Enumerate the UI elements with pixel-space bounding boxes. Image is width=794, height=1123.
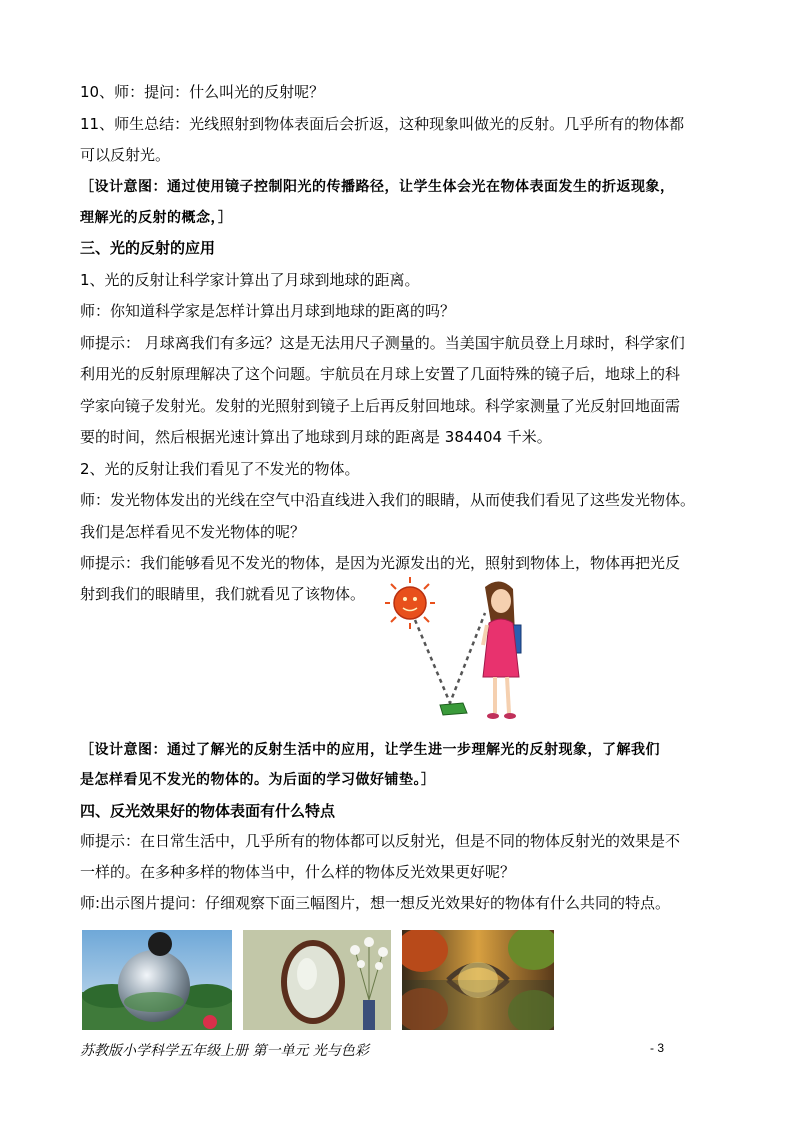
bridge-reflection-photo [402,930,554,1030]
text-line: 师：发光物体发出的光线在空气中沿直线进入我们的眼睛，从而使我们看见了这些发光物体。 [80,491,696,509]
section-heading: 四、反光效果好的物体表面有什么特点 [80,802,336,820]
section-heading: 三、光的反射的应用 [80,239,216,257]
text-line: 要的时间，然后根据光速计算出了地球到月球的距离是 384404 千米。 [80,428,552,446]
page-number: - 3 [650,1041,665,1055]
text-line: 1、光的反射让科学家计算出了月球到地球的距离。 [80,271,420,289]
text-line: 可以反射光。 [80,146,171,164]
text-line: 师:出示图片提问：仔细观察下面三幅图片，想一想反光效果好的物体有什么共同的特点。 [80,894,671,912]
text-line: 师：你知道科学家是怎样计算出月球到地球的距离的吗？ [80,302,456,320]
design-intent-note: ［设计意图：通过使用镜子控制阳光的传播路径，让学生体会光在物体表面发生的折返现象， [80,179,675,195]
design-intent-note: 理解光的反射的概念，］ [80,210,233,226]
text-line: 射到我们的眼睛里，我们就看见了该物体。 [80,585,366,603]
reflection-illustration [385,575,535,725]
text-line: 一样的。在多种多样的物体当中，什么样的物体反光效果更好呢？ [80,863,516,881]
book-icon [440,703,467,715]
page-footer: 苏教版小学科学五年级上册 第一单元 光与色彩 [80,1043,369,1059]
text-line: 师提示： 月球离我们有多远？这是无法用尺子测量的。当美国宇航员登上月球时，科学家们 [80,334,685,352]
light-path [415,613,485,703]
text-line: 2、光的反射让我们看见了不发光的物体。 [80,460,360,478]
girl-figure [483,581,521,719]
text-line: 10、师：提问：什么叫光的反射呢？ [80,83,325,101]
sun-icon [385,577,435,629]
design-intent-note: ［设计意图：通过了解光的反射生活中的应用，让学生进一步理解光的反射现象，了解我们 [80,742,660,758]
text-line: 我们是怎样看见不发光物体的呢？ [80,523,306,541]
text-line: 师提示：在日常生活中，几乎所有的物体都可以反射光，但是不同的物体反射光的效果是不 [80,832,681,850]
sphere-sculpture-photo [82,930,232,1030]
text-line: 学家向镜子发射光。发射的光照射到镜子上后再反射回地球。科学家测量了光反射回地面需 [80,397,681,415]
text-line: 利用光的反射原理解决了这个问题。宇航员在月球上安置了几面特殊的镜子后，地球上的科 [80,365,681,383]
round-mirror-photo [243,930,391,1030]
text-line: 11、师生总结：光线照射到物体表面后会折返，这种现象叫做光的反射。几乎所有的物体都 [80,115,685,133]
text-line: 师提示：我们能够看见不发光的物体，是因为光源发出的光，照射到物体上，物体再把光反 [80,554,681,572]
design-intent-note: 是怎样看见不发光的物体的。为后面的学习做好铺垫。］ [80,772,436,788]
